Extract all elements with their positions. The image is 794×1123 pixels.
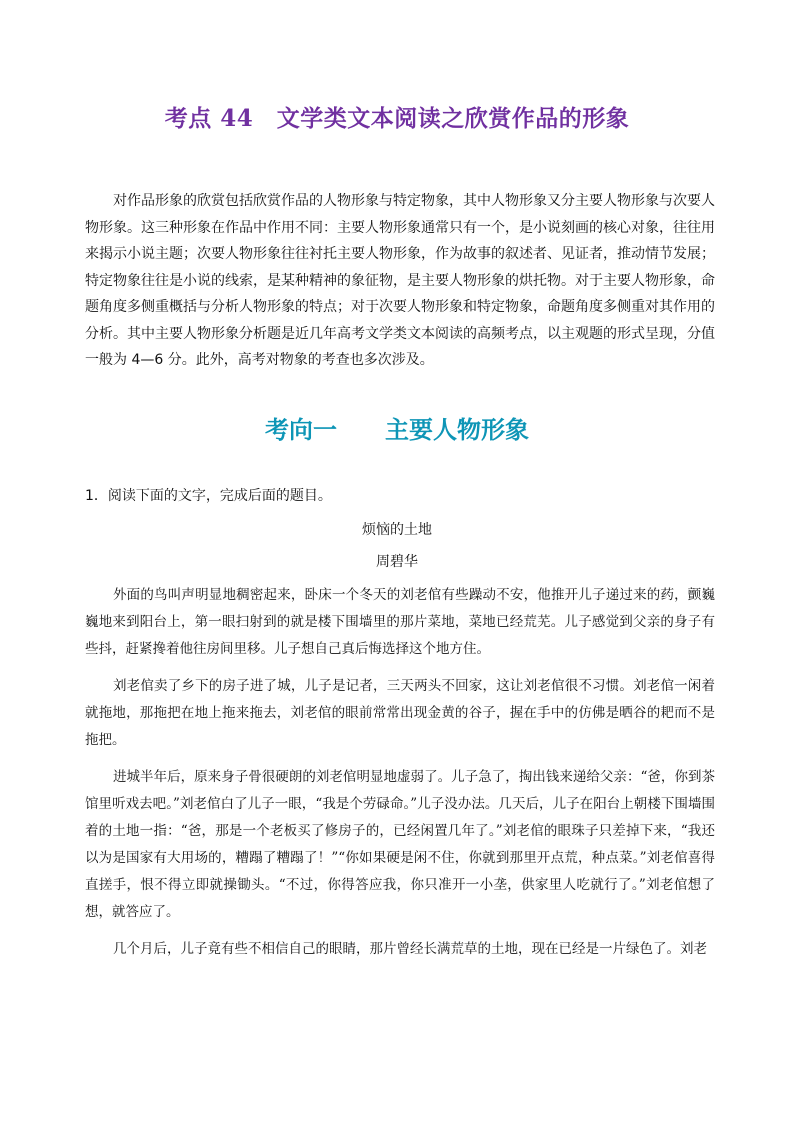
intro-paragraph: 对作品形象的欣赏包括欣赏作品的人物形象与特定物象，其中人物形象又分主要人物形象与次要人物形象。这三种形象在作品中作用不同：主要人物形象通常只有一个，是小说刻画的核心对象，往往用来揭示小说主题；次要人物形象往往衬托主要人物形象，作为故事的叙述者、见证者，推动情节发展；特定物象往往是小说的线索，是某种精神的象征物，是主要人物形象的烘托物。对于主要人物形象，命题角度多侧重概括与分析人物形象的特点；对于次要人物形象和特定物象，命题角度多侧重对其作用的分析。其中主要人物形象分析题是近几年高考文学类文本阅读的高频考点，以主观题的形式呈现，分值一般为 4—6 分。此外，高考对物象的考查也多次涉及。 (85, 193, 715, 368)
story-title: 烦恼的土地 (362, 522, 432, 538)
story-body (85, 582, 715, 973)
section-title: 主要人物形象 (385, 416, 529, 444)
section-label: 考向一 (265, 416, 337, 444)
story-paragraph: 几个月后，儿子竟有些不相信自己的眼睛，那片曾经长满荒草的土地，现在已经是一片绿色了。刘老 (113, 941, 707, 957)
story-author: 周碧华 (376, 554, 418, 570)
question-prompt: 1．阅读下面的文字，完成后面的题目。 (85, 488, 332, 504)
story-paragraph: 进城半年后，原来身子骨很硬朗的刘老倌明显地虚弱了。儿子急了，掏出钱来递给父亲：“爸，你到茶馆里听戏去吧。”刘老倌白了儿子一眼，“我是个劳碌命。”儿子没办法。几天后，儿子在阳台上朝楼下围墙围着的土地一指：“爸，那是一个老板买了修房子的，已经闲置几年了。”刘老倌的眼珠子只差掉下来，“我还以为是国家有大用场的，糟蹋了糟蹋了！”“你如果硬是闲不住，你就到那里开点荒，种点菜。”刘老倌喜得直搓手，恨不得立即就操锄头。“不过，你得答应我，你只准开一小垄，供家里人吃就行了。”刘老倌想了想，就答应了。 (85, 769, 715, 920)
story-paragraph: 外面的鸟叫声明显地稠密起来，卧床一个冬天的刘老倌有些躁动不安，他推开儿子递过来的药，颤巍巍地来到阳台上，第一眼扫射到的就是楼下围墙里的那片菜地，菜地已经荒芜。儿子感觉到父亲的身子有些抖，赶紧搀着他往房间里移。儿子想自己真后悔选择这个地方住。 (85, 587, 715, 657)
section-heading (0, 410, 794, 445)
page-title: 考点 44 文学类文本阅读之欣赏作品的形象 (164, 105, 630, 132)
story-paragraph: 刘老倌卖了乡下的房子进了城，儿子是记者，三天两头不回家，这让刘老倌很不习惯。刘老倌一闲着就拖地，那拖把在地上拖来拖去，刘老倌的眼前常常出现金黄的谷子，握在手中的仿佛是晒谷的耙而不是拖把。 (85, 678, 715, 748)
